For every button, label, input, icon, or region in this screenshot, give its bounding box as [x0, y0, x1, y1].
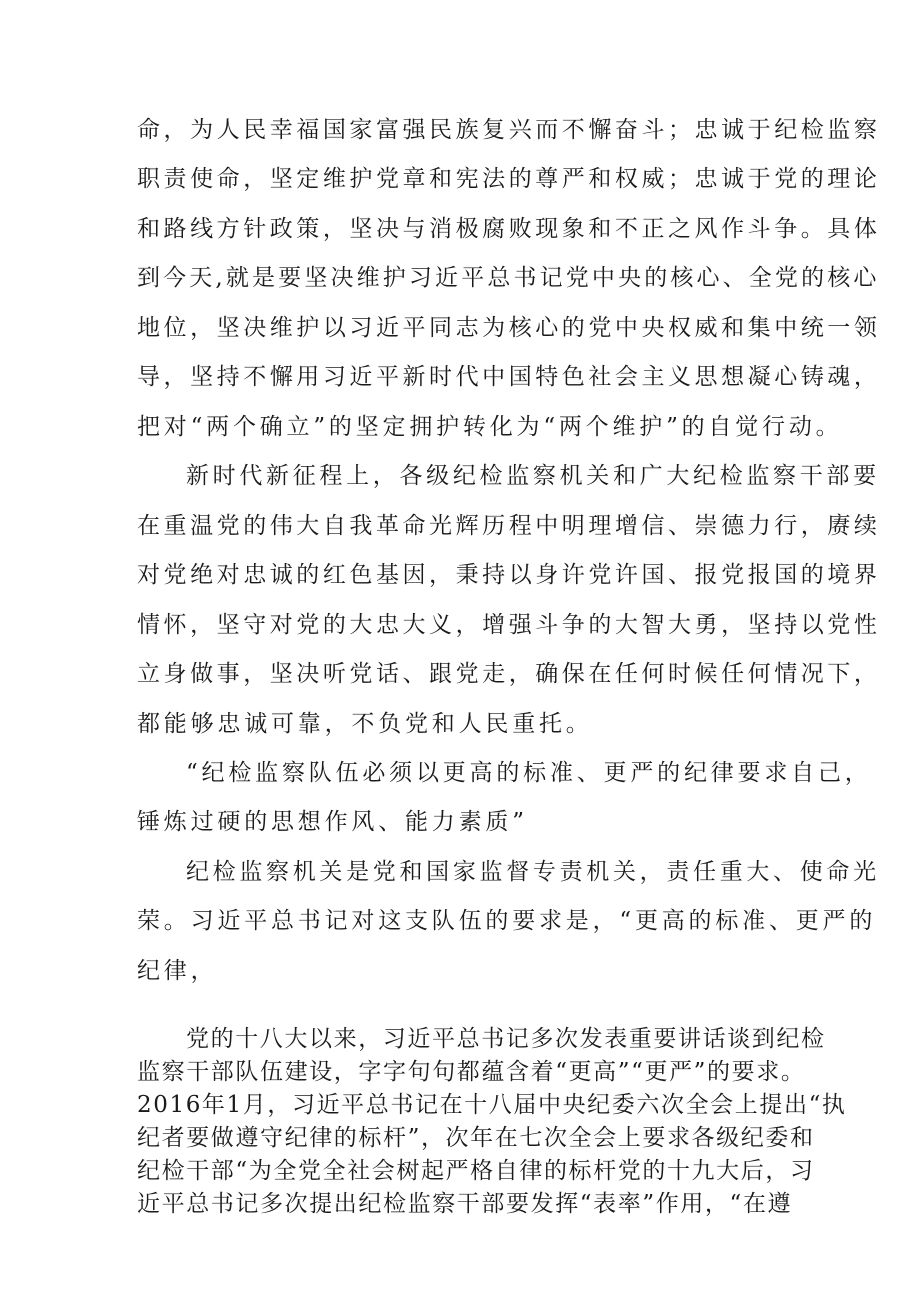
heading-line: “纪检监察队伍必须以更高的标准、更严的纪律要求自己， — [186, 760, 872, 786]
text-line: 近平总书记多次提出纪检监察干部要发挥“表率”作用，“在遵 — [137, 1191, 793, 1217]
text-line: 2016年1月，习近平总书记在十八届中央纪委六次全会上提出“执 — [137, 1092, 847, 1118]
text-line: 荣。习近平总书记对这支队伍的要求是，“更高的标准、更严的 — [137, 908, 877, 934]
text-line: 纪者要做遵守纪律的标杆”，次年在七次全会上要求各级纪委和 — [137, 1125, 815, 1151]
text-line: 情怀，坚守对党的大忠大义，增强斗争的大智大勇，坚持以党性 — [137, 612, 881, 638]
text-line: 在重温党的伟大自我革命光辉历程中明理增信、崇德力行，赓续 — [137, 513, 881, 539]
heading-line: 锤炼过硬的思想作风、能力素质” — [137, 809, 528, 835]
text-line: 纪检监察机关是党和国家监督专责机关，责任重大、使命光 — [186, 859, 880, 885]
text-line: 纪律， — [137, 958, 218, 984]
text-line: 立身做事，坚决听党话、跟党走，确保在任何时候任何情况下， — [137, 661, 881, 687]
text-line: 导，坚持不懈用习近平新时代中国特色社会主义思想凝心铸魂， — [137, 364, 881, 390]
text-line: 新时代新征程上，各级纪检监察机关和广大纪检监察干部要 — [186, 463, 880, 489]
text-line: 和路线方针政策，坚决与消极腐败现象和不正之风作斗争。具体 — [137, 216, 881, 242]
text-line: 党的十八大以来，习近平总书记多次发表重要讲话谈到纪检 — [186, 1026, 826, 1052]
text-line: 命，为人民幸福国家富强民族复兴而不懈奋斗；忠诚于纪检监察 — [137, 117, 881, 143]
text-line: 把对“两个确立”的坚定拥护转化为“两个维护”的自觉行动。 — [137, 414, 843, 440]
text-line: 对党绝对忠诚的红色基因，秉持以身许党许国、报党报国的境界 — [137, 562, 881, 588]
text-line: 监察干部队伍建设，字字句句都蕴含着“更高”“更严”的要求。 — [137, 1059, 806, 1085]
text-line: 地位，坚决维护以习近平同志为核心的党中央权威和集中统一领 — [137, 315, 881, 341]
text-line: 到今天,就是要坚决维护习近平总书记党中央的核心、全党的核心 — [137, 265, 880, 291]
text-line: 纪检干部“为全党全社会树起严格自律的标杆党的十九大后，习 — [137, 1158, 815, 1184]
text-line: 职责使命，坚定维护党章和宪法的尊严和权威；忠诚于党的理论 — [137, 166, 881, 192]
text-line: 都能够忠诚可靠，不负党和人民重托。 — [137, 711, 593, 737]
